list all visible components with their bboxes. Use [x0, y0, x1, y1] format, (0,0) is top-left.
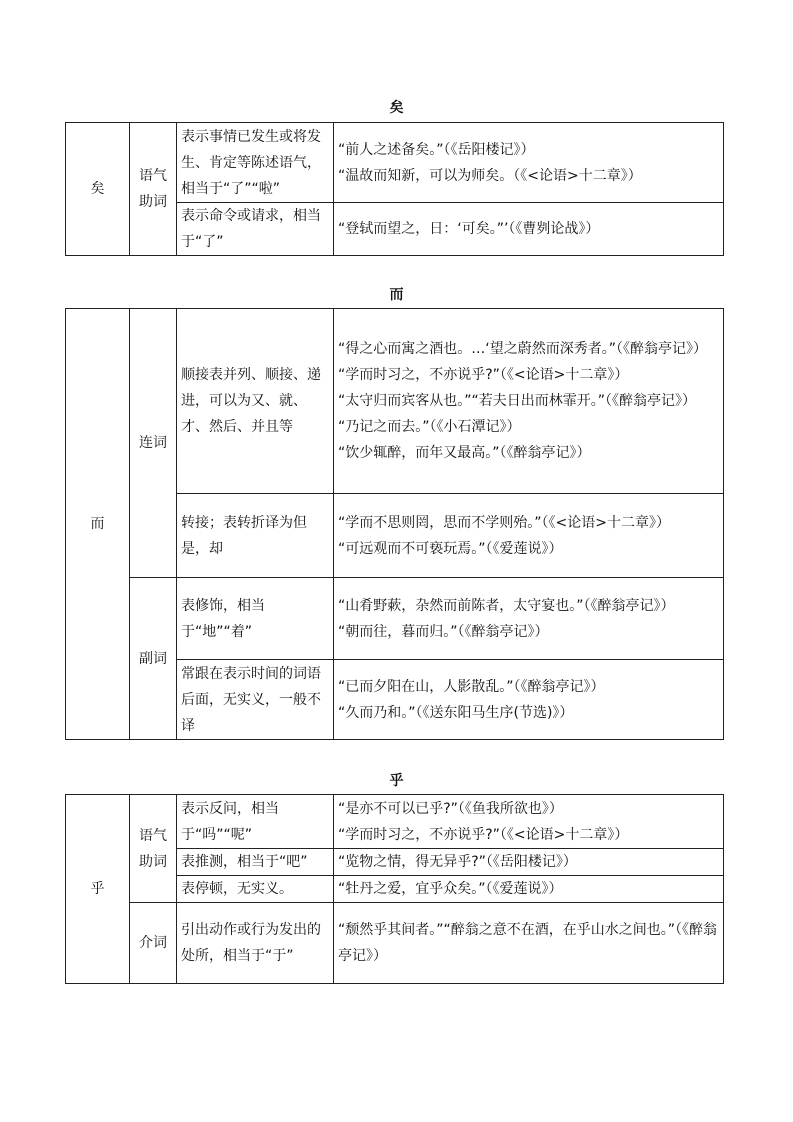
- example-line: “登轼而望之，日：‘可矣。”’（《曹刿论战》）: [338, 221, 600, 237]
- example-line: “学而时习之，不亦说乎?”（《<论语>十二章》）: [338, 826, 629, 843]
- meaning-cell: 引出动作或行为发出的处所，相当于“于”: [177, 903, 334, 984]
- example-line: “颓然乎其间者。”“醉翁之意不在酒，在乎山水之间也。”（《醉翁亭记》）: [338, 922, 718, 964]
- example-line: “学而时习之，不亦说乎?”（《<论语>十二章》）: [338, 367, 629, 383]
- meaning-cell: 常跟在表示时间的词语后面，无实义，一般不译: [177, 660, 334, 740]
- table-row: [66, 578, 724, 660]
- table-row: [66, 903, 724, 984]
- example-line: “是亦不可以已乎?”（《鱼我所欲也》）: [338, 800, 563, 817]
- meaning-cell: 表推测，相当于“吧”: [177, 849, 334, 876]
- meaning-cell: 表示反问，相当于“吗”“呢”: [177, 795, 334, 849]
- example-line: “温故而知新，可以为师矣。（《<论语>十二章》）: [338, 167, 642, 184]
- example-line: “饮少辄醉，而年又最高。”（《醉翁亭记》）: [338, 445, 591, 461]
- example-line: “久而乃和。”（《送东阳马生序(节选)》）: [338, 704, 574, 721]
- pos-cell: 语气 助词: [130, 795, 177, 903]
- pos-cell: 连词: [130, 309, 177, 578]
- example-line: “前人之述备矣。”（《岳阳楼记》）: [338, 141, 535, 158]
- examples-cell: [334, 795, 724, 849]
- section-title-yi: 矣: [389, 100, 404, 116]
- word-table-yi: [65, 122, 724, 256]
- example-line: “山肴野蔌，杂然而前陈者，太守宴也。”（《醉翁亭记》）: [338, 597, 675, 614]
- example-line: “牡丹之爱，宜乎众矣。”（《爱莲说》）: [338, 881, 563, 897]
- example-line: “学而不思则罔，思而不学则殆。”（《<论语>十二章》）: [338, 514, 670, 531]
- example-line: “太守归而宾客从也。”“若夫日出而林霏开。”（《醉翁亭记》）: [338, 393, 697, 409]
- example-line: “得之心而寓之酒也。…‘望之蔚然而深秀者。”（《醉翁亭记》）: [338, 341, 707, 357]
- examples-cell: [334, 494, 724, 578]
- pos-cell: 介词: [130, 903, 177, 984]
- examples-cell: [334, 849, 724, 876]
- meaning-cell: 表示事情已发生或将发生、肯定等陈述语气，相当于“了”“啦”: [177, 123, 334, 203]
- examples-cell: [334, 578, 724, 660]
- example-line: “可远观而不可亵玩焉。”（《爱莲说》）: [338, 540, 563, 557]
- pos-cell: 语气 助词: [130, 123, 177, 256]
- meaning-cell: 表修饰，相当于“地”“着”: [177, 578, 334, 660]
- meaning-cell: 顺接表并列、顺接、递进，可以为又、就、才、然后、并且等: [177, 309, 334, 494]
- word-cell: 乎: [66, 795, 130, 984]
- table-row: [66, 123, 724, 203]
- examples-cell: [334, 876, 724, 903]
- example-line: “已而夕阳在山，人影散乱。”（《醉翁亭记》）: [338, 678, 605, 695]
- meaning-cell: 表停顿，无实义。: [177, 876, 334, 903]
- word-cell: 矣: [66, 123, 130, 256]
- word-table-er: [65, 308, 724, 740]
- examples-cell: [334, 123, 724, 203]
- pos-cell: 副词: [130, 578, 177, 740]
- example-line: “览物之情，得无异乎?”（《岳阳楼记》）: [338, 854, 577, 870]
- section-title-hu: 乎: [389, 773, 404, 789]
- examples-cell: [334, 660, 724, 740]
- section-title-er: 而: [389, 287, 404, 303]
- examples-cell: [334, 203, 724, 256]
- example-line: “朝而往，暮而归。”（《醉翁亭记》）: [338, 623, 549, 640]
- table-row: [66, 309, 724, 494]
- examples-cell: [334, 309, 724, 494]
- word-table-hu: [65, 794, 724, 984]
- table-row: [66, 795, 724, 849]
- word-cell: 而: [66, 309, 130, 740]
- meaning-cell: 转接；表转折译为但是，却: [177, 494, 334, 578]
- example-line: “乃记之而去。”（《小石潭记》）: [338, 419, 521, 435]
- examples-cell: [334, 903, 724, 984]
- meaning-cell: 表示命令或请求，相当于“了”: [177, 203, 334, 256]
